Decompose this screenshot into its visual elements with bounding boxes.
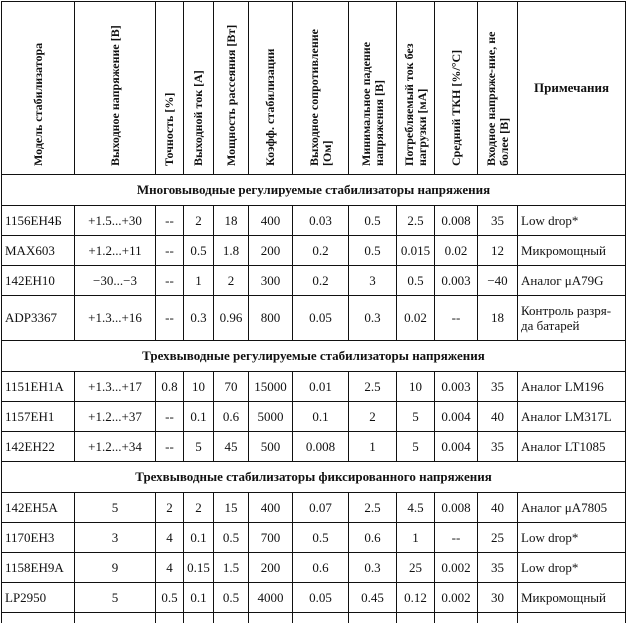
value-cell: 0.05: [293, 583, 349, 613]
column-header-label: Выходное сопротивление [Ом]: [306, 29, 334, 166]
value-cell: 0.6: [349, 523, 397, 553]
value-cell: --: [435, 523, 478, 553]
value-cell: 35: [478, 206, 518, 236]
value-cell: 10: [397, 372, 435, 402]
value-cell: 5: [397, 432, 435, 462]
value-cell: 1: [397, 523, 435, 553]
model-cell: MAX603: [2, 236, 75, 266]
value-cell: 5: [75, 493, 156, 523]
value-cell: 1: [349, 432, 397, 462]
note-cell: Аналог LM317L: [518, 402, 626, 432]
note-cell: Low drop*: [518, 553, 626, 583]
empty-cell: [397, 613, 435, 624]
value-cell: 0.5: [156, 583, 184, 613]
value-cell: 0.5: [349, 206, 397, 236]
value-cell: 2: [184, 493, 214, 523]
model-cell: 1157ЕН1: [2, 402, 75, 432]
value-cell: 9: [75, 553, 156, 583]
value-cell: 35: [478, 372, 518, 402]
section-title: Трехвыводные стабилизаторы фиксированного напряжения: [2, 462, 626, 493]
value-cell: 0.02: [435, 236, 478, 266]
section-row: [2, 341, 626, 372]
value-cell: 15: [214, 493, 249, 523]
model-cell: 1158ЕН9А: [2, 553, 75, 583]
note-cell: Аналог μA79G: [518, 266, 626, 296]
value-cell: --: [156, 432, 184, 462]
value-cell: −30...−3: [75, 266, 156, 296]
empty-cell: [214, 613, 249, 624]
empty-cell: [2, 613, 75, 624]
note-cell: Микромощный: [518, 236, 626, 266]
value-cell: 0.96: [214, 296, 249, 341]
note-cell: Аналог μA7805: [518, 493, 626, 523]
value-cell: 18: [478, 296, 518, 341]
value-cell: 2.5: [349, 372, 397, 402]
column-header: [397, 2, 435, 175]
column-header: [249, 2, 293, 175]
table-row: [2, 266, 626, 296]
empty-cell: [249, 613, 293, 624]
table-row: [2, 236, 626, 266]
value-cell: 3: [75, 523, 156, 553]
value-cell: 1: [184, 266, 214, 296]
note-cell: Low drop*: [518, 523, 626, 553]
value-cell: --: [156, 206, 184, 236]
value-cell: 0.6: [214, 402, 249, 432]
value-cell: 35: [478, 432, 518, 462]
value-cell: +1.3...+17: [75, 372, 156, 402]
value-cell: 200: [249, 553, 293, 583]
value-cell: 5: [75, 583, 156, 613]
column-header-label: Модель стабилизатора: [30, 42, 45, 166]
column-header-label: Выходное напряжение [В]: [107, 25, 122, 166]
column-header: [214, 2, 249, 175]
value-cell: 0.05: [293, 296, 349, 341]
section-row: [2, 175, 626, 206]
table-row: [2, 402, 626, 432]
note-cell: Микромощный: [518, 583, 626, 613]
header-row: [2, 2, 626, 175]
model-cell: 142ЕН22: [2, 432, 75, 462]
column-header: [2, 2, 75, 175]
value-cell: 0.2: [293, 266, 349, 296]
model-cell: 1156ЕН4Б: [2, 206, 75, 236]
value-cell: 0.3: [184, 296, 214, 341]
value-cell: +1.2...+34: [75, 432, 156, 462]
value-cell: 45: [214, 432, 249, 462]
value-cell: 5: [184, 432, 214, 462]
value-cell: 0.003: [435, 372, 478, 402]
column-header: [156, 2, 184, 175]
empty-cell: [435, 613, 478, 624]
value-cell: 0.002: [435, 583, 478, 613]
value-cell: 300: [249, 266, 293, 296]
value-cell: 700: [249, 523, 293, 553]
value-cell: 18: [214, 206, 249, 236]
value-cell: 0.03: [293, 206, 349, 236]
value-cell: 400: [249, 206, 293, 236]
value-cell: 0.004: [435, 432, 478, 462]
empty-cell: [156, 613, 184, 624]
value-cell: 0.15: [184, 553, 214, 583]
value-cell: 400: [249, 493, 293, 523]
column-header-label: Минимальное падение напряжения [В]: [358, 41, 386, 166]
value-cell: 0.5: [214, 583, 249, 613]
column-header: [184, 2, 214, 175]
empty-cell: [349, 613, 397, 624]
value-cell: 4: [156, 553, 184, 583]
column-header-label: Средний ТКН [%/°С]: [448, 49, 463, 166]
value-cell: 0.008: [293, 432, 349, 462]
value-cell: 0.8: [156, 372, 184, 402]
table-row: [2, 206, 626, 236]
value-cell: 3: [349, 266, 397, 296]
table-row: [2, 296, 626, 341]
value-cell: 5: [397, 402, 435, 432]
table-row: [2, 583, 626, 613]
value-cell: --: [156, 296, 184, 341]
empty-cell: [478, 613, 518, 624]
model-cell: 142ЕН5А: [2, 493, 75, 523]
column-header: [75, 2, 156, 175]
value-cell: 0.5: [293, 523, 349, 553]
value-cell: 0.015: [397, 236, 435, 266]
value-cell: 4.5: [397, 493, 435, 523]
column-header: [349, 2, 397, 175]
value-cell: 0.5: [349, 236, 397, 266]
column-header-label: Выходной ток [А]: [191, 70, 205, 166]
empty-cell: [75, 613, 156, 624]
note-cell: Аналог LT1085: [518, 432, 626, 462]
column-header-label: Входное напряже-ние, не более [В]: [483, 31, 511, 166]
note-cell: Контроль разря-да батарей: [518, 296, 626, 341]
value-cell: 40: [478, 402, 518, 432]
value-cell: 0.3: [349, 553, 397, 583]
value-cell: 200: [249, 236, 293, 266]
empty-cell: [293, 613, 349, 624]
table-body: [2, 175, 626, 624]
model-cell: 1170ЕН3: [2, 523, 75, 553]
value-cell: 0.1: [184, 583, 214, 613]
value-cell: 2.5: [349, 493, 397, 523]
value-cell: 0.02: [397, 296, 435, 341]
table-row: [2, 432, 626, 462]
spec-table: [1, 1, 626, 623]
value-cell: 2: [214, 266, 249, 296]
value-cell: 0.008: [435, 206, 478, 236]
model-cell: LP2950: [2, 583, 75, 613]
model-cell: 1151ЕН1А: [2, 372, 75, 402]
value-cell: 0.12: [397, 583, 435, 613]
column-header: Примечания: [518, 2, 626, 175]
value-cell: 0.01: [293, 372, 349, 402]
value-cell: --: [156, 402, 184, 432]
value-cell: 70: [214, 372, 249, 402]
column-header: [293, 2, 349, 175]
value-cell: 4000: [249, 583, 293, 613]
value-cell: 0.5: [184, 236, 214, 266]
value-cell: 0.5: [397, 266, 435, 296]
value-cell: 25: [478, 523, 518, 553]
table-continuation-row: [2, 613, 626, 624]
value-cell: +1.3...+16: [75, 296, 156, 341]
value-cell: 1.5: [214, 553, 249, 583]
value-cell: +1.2...+37: [75, 402, 156, 432]
value-cell: +1.2...+11: [75, 236, 156, 266]
value-cell: 5000: [249, 402, 293, 432]
section-title: Трехвыводные регулируемые стабилизаторы напряжения: [2, 341, 626, 372]
column-header-label: Коэфф. стабилизации: [263, 48, 277, 166]
model-cell: ADP3367: [2, 296, 75, 341]
value-cell: 0.2: [293, 236, 349, 266]
section-row: [2, 462, 626, 493]
value-cell: +1.5...+30: [75, 206, 156, 236]
table-row: [2, 553, 626, 583]
model-cell: 142ЕН10: [2, 266, 75, 296]
column-header-label: Потребляемый ток без нагрузки [мА]: [401, 43, 429, 166]
column-header-label: Мощность рассеяния [Вт]: [223, 24, 238, 166]
value-cell: 0.45: [349, 583, 397, 613]
value-cell: 0.1: [184, 402, 214, 432]
value-cell: 0.008: [435, 493, 478, 523]
value-cell: 0.6: [293, 553, 349, 583]
value-cell: 0.3: [349, 296, 397, 341]
value-cell: 0.002: [435, 553, 478, 583]
table-header: [2, 2, 626, 175]
column-header-label: Точность [%]: [162, 92, 176, 166]
table-row: [2, 523, 626, 553]
value-cell: 0.1: [184, 523, 214, 553]
value-cell: 4: [156, 523, 184, 553]
value-cell: 10: [184, 372, 214, 402]
value-cell: 0.003: [435, 266, 478, 296]
value-cell: 40: [478, 493, 518, 523]
value-cell: 2: [349, 402, 397, 432]
section-title: Многовыводные регулируемые стабилизаторы напряжения: [2, 175, 626, 206]
table-row: [2, 493, 626, 523]
table-row: [2, 372, 626, 402]
value-cell: 0.5: [214, 523, 249, 553]
note-cell: Low drop*: [518, 206, 626, 236]
note-cell: Аналог LM196: [518, 372, 626, 402]
value-cell: --: [156, 236, 184, 266]
value-cell: 0.1: [293, 402, 349, 432]
empty-cell: [184, 613, 214, 624]
value-cell: 25: [397, 553, 435, 583]
value-cell: 35: [478, 553, 518, 583]
value-cell: 0.004: [435, 402, 478, 432]
value-cell: 2: [156, 493, 184, 523]
value-cell: 500: [249, 432, 293, 462]
value-cell: 15000: [249, 372, 293, 402]
column-header: [435, 2, 478, 175]
value-cell: 12: [478, 236, 518, 266]
value-cell: --: [435, 296, 478, 341]
value-cell: 1.8: [214, 236, 249, 266]
value-cell: --: [156, 266, 184, 296]
value-cell: 800: [249, 296, 293, 341]
value-cell: 2: [184, 206, 214, 236]
column-header: [478, 2, 518, 175]
value-cell: 30: [478, 583, 518, 613]
value-cell: 0.07: [293, 493, 349, 523]
value-cell: 2.5: [397, 206, 435, 236]
value-cell: −40: [478, 266, 518, 296]
empty-cell: [518, 613, 626, 624]
